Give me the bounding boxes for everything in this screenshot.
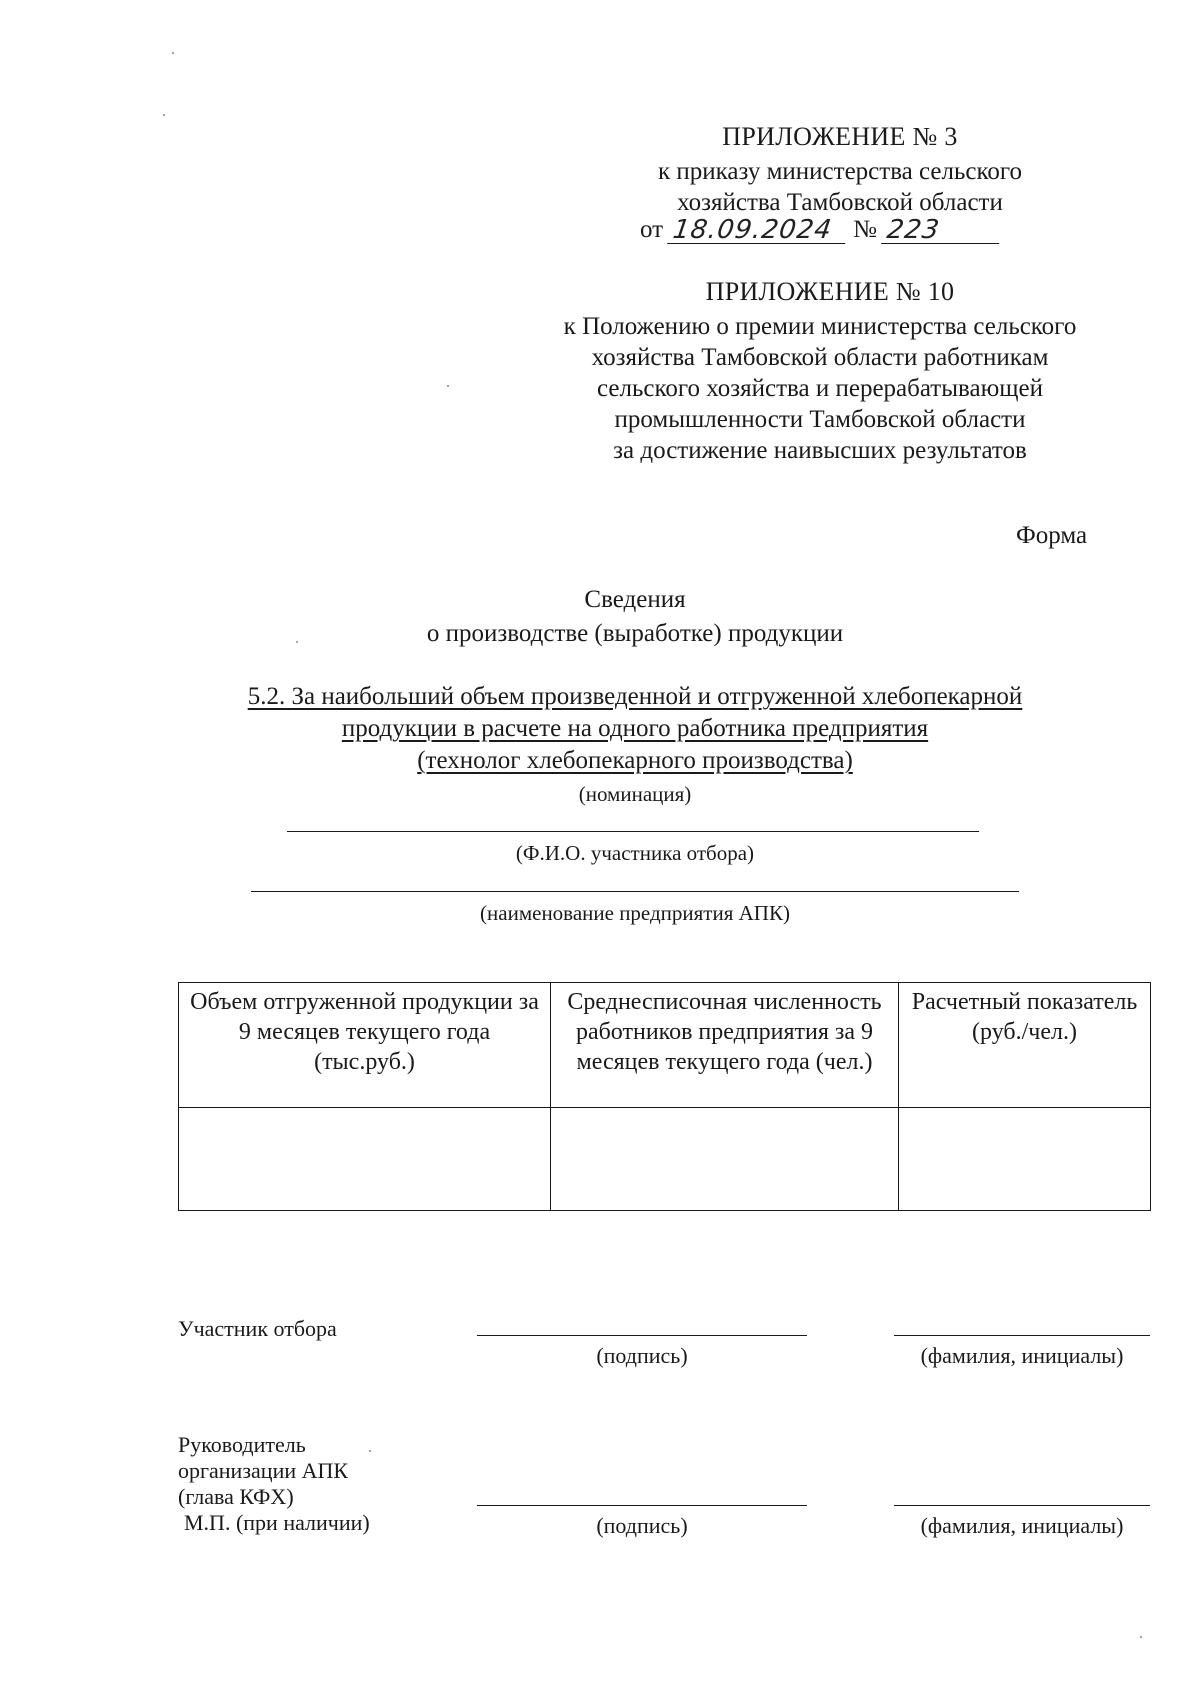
appendix10-text-line-2: хозяйства Тамбовской области работникам (591, 344, 1049, 371)
nomination-line-2: продукции в расчете на одного работника предприятия (341, 715, 929, 742)
form-label: Форма (1016, 522, 1088, 549)
scan-speck (163, 114, 165, 116)
table-header-row (179, 983, 1151, 1108)
scan-speck (172, 52, 174, 54)
heading-line-1: Сведения (584, 586, 686, 613)
production-data-table (178, 982, 1151, 1211)
scan-speck (369, 1450, 371, 1452)
appendix10-title: ПРИЛОЖЕНИЕ № 10 (705, 277, 955, 306)
participant-name-caption: (Ф.И.О. участника отбора) (515, 841, 755, 865)
table-cell-average-headcount[interactable] (551, 1108, 899, 1211)
appendix3-text-line-2: хозяйства Тамбовской области (677, 189, 1003, 216)
order-date-number-line (640, 216, 1001, 244)
scan-speck (447, 385, 449, 387)
table-header-average-headcount: Среднесписочная численность работников предприятия за 9 месяцев текущего года (чел.) (551, 983, 899, 1108)
appendix10-text-line-1: к Положению о премии министерства сельского (563, 313, 1077, 340)
scan-speck (1140, 1636, 1142, 1638)
head-label-line-3: (глава КФХ) (178, 1484, 294, 1509)
appendix10-text-line-5: за достижение наивысших результатов (613, 437, 1027, 464)
head-name-initials-line[interactable] (894, 1505, 1150, 1506)
participant-signature-line[interactable] (477, 1335, 807, 1336)
company-name-caption: (наименование предприятия АПК) (480, 901, 790, 925)
head-label-line-2: организации АПК (178, 1458, 349, 1483)
participant-name-line[interactable] (287, 831, 979, 832)
table-cell-shipped-volume[interactable] (179, 1108, 551, 1211)
head-name-initials-caption: (фамилия, инициалы) (920, 1513, 1124, 1538)
head-signature-line[interactable] (477, 1505, 807, 1506)
nomination-caption: (номинация) (578, 782, 692, 806)
head-label-line-1: Руководитель (178, 1432, 306, 1457)
table-row (179, 1108, 1151, 1211)
order-from-prefix: от (640, 216, 664, 243)
handwritten-order-date: 18.09.2024 (667, 217, 849, 244)
scan-speck (296, 641, 298, 643)
participant-label: Участник отбора (178, 1316, 337, 1341)
company-name-line[interactable] (251, 891, 1019, 892)
participant-name-initials-caption: (фамилия, инициалы) (920, 1343, 1124, 1368)
appendix10-text-line-4: промышленности Тамбовской области (614, 406, 1026, 433)
appendix3-title: ПРИЛОЖЕНИЕ № 3 (722, 122, 958, 151)
participant-signature-caption: (подпись) (596, 1343, 688, 1368)
table-header-calculated-indicator: Расчетный показатель (руб./чел.) (899, 983, 1151, 1108)
nomination-line-3: (технолог хлебопекарного производства) (417, 747, 853, 774)
appendix3-text-line-1: к приказу министерства сельского (657, 158, 1022, 185)
order-number-prefix: № (853, 216, 877, 243)
head-signature-caption: (подпись) (596, 1513, 688, 1538)
handwritten-order-number: 223 (881, 217, 1003, 244)
appendix10-text-line-3: сельского хозяйства и перерабатывающей (596, 375, 1044, 402)
heading-line-2: о производстве (выработке) продукции (426, 620, 844, 647)
nomination-line-1: 5.2. За наибольший объем произведенной и отгруженной хлебопекарной (247, 683, 1023, 710)
table-header-shipped-volume: Объем отгруженной продукции за 9 месяцев текущего года (тыс.руб.) (179, 983, 551, 1108)
participant-name-initials-line[interactable] (894, 1335, 1150, 1336)
table-cell-calculated-indicator[interactable] (899, 1108, 1151, 1211)
stamp-place-label: М.П. (при наличии) (184, 1510, 370, 1535)
